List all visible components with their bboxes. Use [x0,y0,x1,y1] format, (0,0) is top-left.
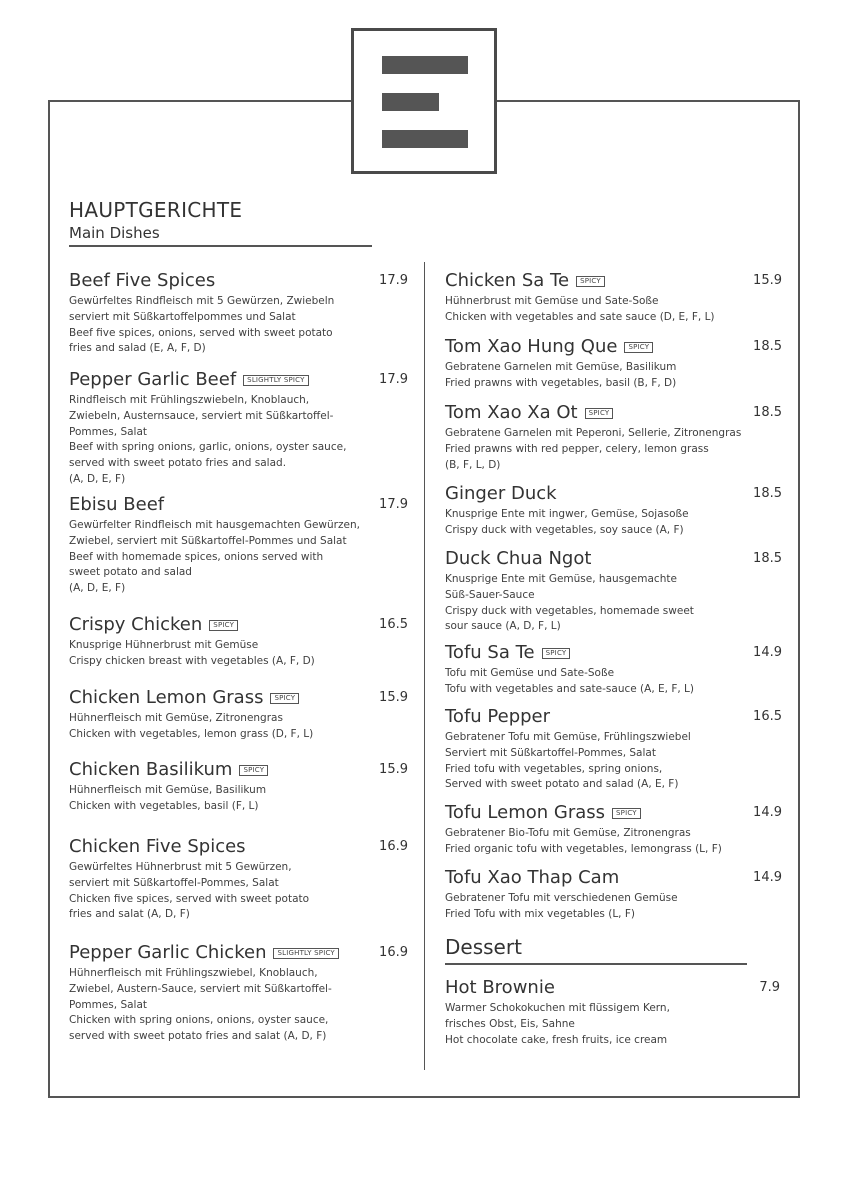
item-price: 15.9 [753,273,782,288]
item-description: Hühnerfleisch mit Frühlingszwiebel, Knoblauch, Zwiebel, Austern-Sauce, serviert mit Süßkartoffel- Pommes, Salat Chicken with spring onions, onions, oyster sauce, served with sweet potato fries and salat (A, D, F) [69,967,332,1043]
menu-item [445,706,782,793]
spice-badge: SPICY [624,342,653,353]
menu-item [445,802,782,858]
menu-item [445,548,782,635]
item-name: Tom Xao Xa Ot [445,402,578,423]
item-description: Gebratener Tofu mit Gemüse, Frühlingszwiebel Serviert mit Süßkartoffel-Pommes, Salat Fried tofu with vegetables, spring onions, Served with sweet potato and salad (A, E, F) [445,731,691,791]
spice-badge: SPICY [270,693,299,704]
section-subtitle: Main Dishes [69,224,160,242]
menu-item [445,483,782,539]
item-name: Beef Five Spices [69,270,216,291]
spice-badge: SLIGHTLY SPICY [273,948,338,959]
menu-item [69,687,408,743]
item-description: Hühnerfleisch mit Gemüse, Zitronengras Chicken with vegetables, lemon grass (D, F, L) [69,712,314,740]
spice-badge: SPICY [585,408,614,419]
item-description: Knusprige Ente mit ingwer, Gemüse, Sojasoße Crispy duck with vegetables, soy sauce (A, F) [445,508,689,536]
item-name: Ginger Duck [445,483,557,504]
item-price: 17.9 [379,273,408,288]
item-name: Tom Xao Hung Que [445,336,618,357]
item-price: 16.5 [753,709,782,724]
item-price: 16.5 [379,617,408,632]
item-name: Crispy Chicken [69,614,203,635]
section-title: HAUPTGERICHTE [69,198,243,222]
dessert-heading: Dessert [445,935,522,959]
item-description: Gewürfeltes Hühnerbrust mit 5 Gewürzen, serviert mit Süßkartoffel-Pommes, Salat Chicken five spices, served with sweet potato fries and salat (A, D, F) [69,861,310,921]
column-divider [424,262,425,1070]
item-name: Pepper Garlic Beef [69,369,237,390]
item-price: 17.9 [379,372,408,387]
menu-item [69,270,408,357]
menu-item [445,642,782,698]
menu-item [69,494,408,597]
item-description: Tofu mit Gemüse und Sate-Soße Tofu with vegetables and sate-sauce (A, E, F, L) [445,667,694,695]
spice-badge: SPICY [576,276,605,287]
menu-item [445,336,782,392]
item-name: Pepper Garlic Chicken [69,942,267,963]
item-description: Gebratene Garnelen mit Gemüse, Basilikum Fried prawns with vegetables, basil (B, F, D) [445,361,677,389]
item-price: 18.5 [753,486,782,501]
item-price: 14.9 [753,870,782,885]
logo-bar-middle [382,93,439,111]
spice-badge: SPICY [209,620,238,631]
item-description: Knusprige Ente mit Gemüse, hausgemachte Süß-Sauer-Sauce Crispy duck with vegetables, homemade sweet sour sauce (A, D, F, L) [445,573,694,633]
menu-item [445,270,782,326]
menu-item [445,867,782,923]
spice-badge: SLIGHTLY SPICY [243,375,308,386]
dessert-rule [445,963,747,965]
item-name: Chicken Sa Te [445,270,570,291]
menu-item [445,402,782,473]
item-name: Hot Brownie [445,977,555,998]
item-price: 15.9 [379,690,408,705]
menu-item [69,369,408,488]
item-name: Chicken Five Spices [69,836,246,857]
spice-badge: SPICY [542,648,571,659]
item-description: Gebratener Tofu mit verschiedenen Gemüse Fried Tofu with mix vegetables (L, F) [445,892,678,920]
item-price: 18.5 [753,551,782,566]
item-name: Tofu Xao Thap Cam [445,867,620,888]
section-rule [69,245,372,247]
logo-emblem [351,28,497,174]
logo-bar-top [382,56,468,74]
item-description: Hühnerfleisch mit Gemüse, Basilikum Chicken with vegetables, basil (F, L) [69,784,267,812]
item-price: 14.9 [753,805,782,820]
item-description: Gebratener Bio-Tofu mit Gemüse, Zitronengras Fried organic tofu with vegetables, lemongrass (L, F) [445,827,722,855]
item-price: 18.5 [753,339,782,354]
menu-item [69,614,408,670]
item-name: Chicken Lemon Grass [69,687,264,708]
item-price: 17.9 [379,497,408,512]
item-price: 16.9 [379,839,408,854]
item-name: Chicken Basilikum [69,759,233,780]
dessert-item [445,977,780,1048]
item-name: Ebisu Beef [69,494,165,515]
item-description: Gebratene Garnelen mit Peperoni, Sellerie, Zitronengras Fried prawns with red pepper, celery, lemon grass (B, F, L, D) [445,427,742,471]
spice-badge: SPICY [239,765,268,776]
item-description: Gewürfeltes Rindfleisch mit 5 Gewürzen, Zwiebeln serviert mit Süßkartoffelpommes und Salat Beef five spices, onions, served with sweet potato fries and salad (E, A, F, D) [69,295,335,355]
item-price: 7.9 [759,980,780,995]
item-name: Duck Chua Ngot [445,548,592,569]
item-name: Tofu Lemon Grass [445,802,606,823]
logo-bar-bottom [382,130,468,148]
item-description: Knusprige Hühnerbrust mit Gemüse Crispy chicken breast with vegetables (A, F, D) [69,639,315,667]
menu-item [69,836,408,923]
item-name: Tofu Sa Te [445,642,535,663]
spice-badge: SPICY [612,808,641,819]
section-header [69,197,242,243]
item-price: 16.9 [379,945,408,960]
item-price: 18.5 [753,405,782,420]
item-description: Rindfleisch mit Frühlingszwiebeln, Knoblauch, Zwiebeln, Austernsauce, serviert mit Süßkartoffel- Pommes, Salat Beef with spring onions, garlic, onions, oyster sauce, served with sweet potato fries and salad. (A, D, E, F) [69,394,347,485]
menu-item [69,942,408,1045]
item-price: 14.9 [753,645,782,660]
item-description: Warmer Schokokuchen mit flüssigem Kern, frisches Obst, Eis, Sahne Hot chocolate cake, fresh fruits, ice cream [445,1002,670,1046]
item-description: Gewürfelter Rindfleisch mit hausgemachten Gewürzen, Zwiebel, serviert mit Süßkartoffel-Pommes und Salat Beef with homemade spices, onions served with sweet potato and salad (A, D, E, F) [69,519,360,595]
item-price: 15.9 [379,762,408,777]
item-name: Tofu Pepper [445,706,551,727]
item-description: Hühnerbrust mit Gemüse und Sate-Soße Chicken with vegetables and sate sauce (D, E, F, L) [445,295,715,323]
menu-item [69,759,408,815]
